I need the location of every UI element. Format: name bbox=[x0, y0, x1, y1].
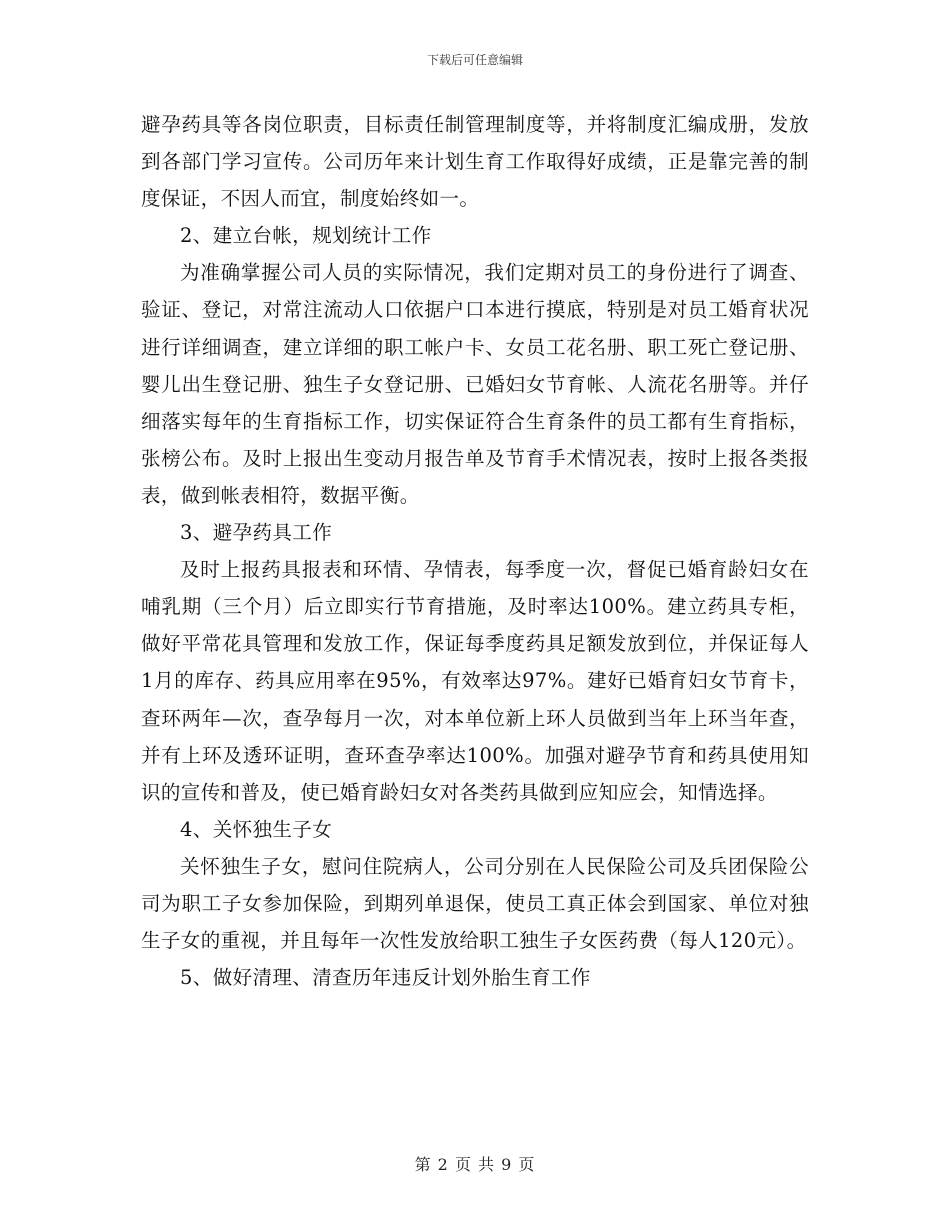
section-heading-cleanup: 5、做好清理、清查历年违反计划外胎生育工作 bbox=[180, 966, 591, 990]
paragraph-ledger: 为准确掌握公司人员的实际情况，我们定期对员工的身份进行了调查、验证、登记，对常注流动人口依据户口本进行摸底，特别是对员工婚育状况进行详细调查，建立详细的职工帐户卡、女员工花名册、职工死亡登记册、婴儿出生登记册、独生子女登记册、已婚妇女节育帐、人流花名册等。并仔细落实每年的生育指标工作，切实保证符合生育条件的员工都有生育指标，张榜公布。及时上报出生变动月报告单及节育手术情况表，按时上报各类报表，做到帐表相符，数据平衡。 bbox=[141, 261, 809, 507]
paragraph-only-child: 关怀独生子女，慰问住院病人，公司分别在人民保险公司及兵团保险公司为职工子女参加保险，到期列单退保，使员工真正体会到国家、单位对独生子女的重视，并且每年一次性发放给职工独生子女医药费（每人120元）。 bbox=[141, 854, 809, 953]
page-header: 下载后可任意编辑 bbox=[426, 53, 523, 67]
paragraph-responsibilities: 避孕药具等各岗位职责，目标责任制管理制度等，并将制度汇编成册，发放到各部门学习宣传。公司历年来计划生育工作取得好成绩，正是靠完善的制度保证，不因人而宜，制度始终如一。 bbox=[141, 113, 809, 211]
page-footer: 第 2 页 共 9 页 bbox=[414, 1155, 536, 1174]
section-heading-only-child: 4、关怀独生子女 bbox=[180, 817, 333, 841]
paragraph-contraceptives: 及时上报药具报表和环情、孕情表，每季度一次，督促已婚育龄妇女在哺乳期（三个月）后立即实行节育措施，及时率达100%。建立药具专柜，做好平常花具管理和发放工作，保证每季度药具足额发放到位，并保证每人1月的库存、药具应用率在95%，有效率达97%。建好已婚育妇女节育卡，查环两年—次，查孕每月一次，对本单位新上环人员做到当年上环当年查，并有上环及透环证明，查环查孕率达100%。加强对避孕节育和药具使用知识的宣传和普及，使已婚育龄妇女对各类药具做到应知应会，知情选择。 bbox=[141, 558, 809, 804]
section-heading-ledger: 2、建立台帐，规划统计工作 bbox=[180, 224, 432, 248]
section-heading-contraceptives: 3、避孕药具工作 bbox=[180, 521, 333, 545]
document-body bbox=[141, 106, 809, 996]
